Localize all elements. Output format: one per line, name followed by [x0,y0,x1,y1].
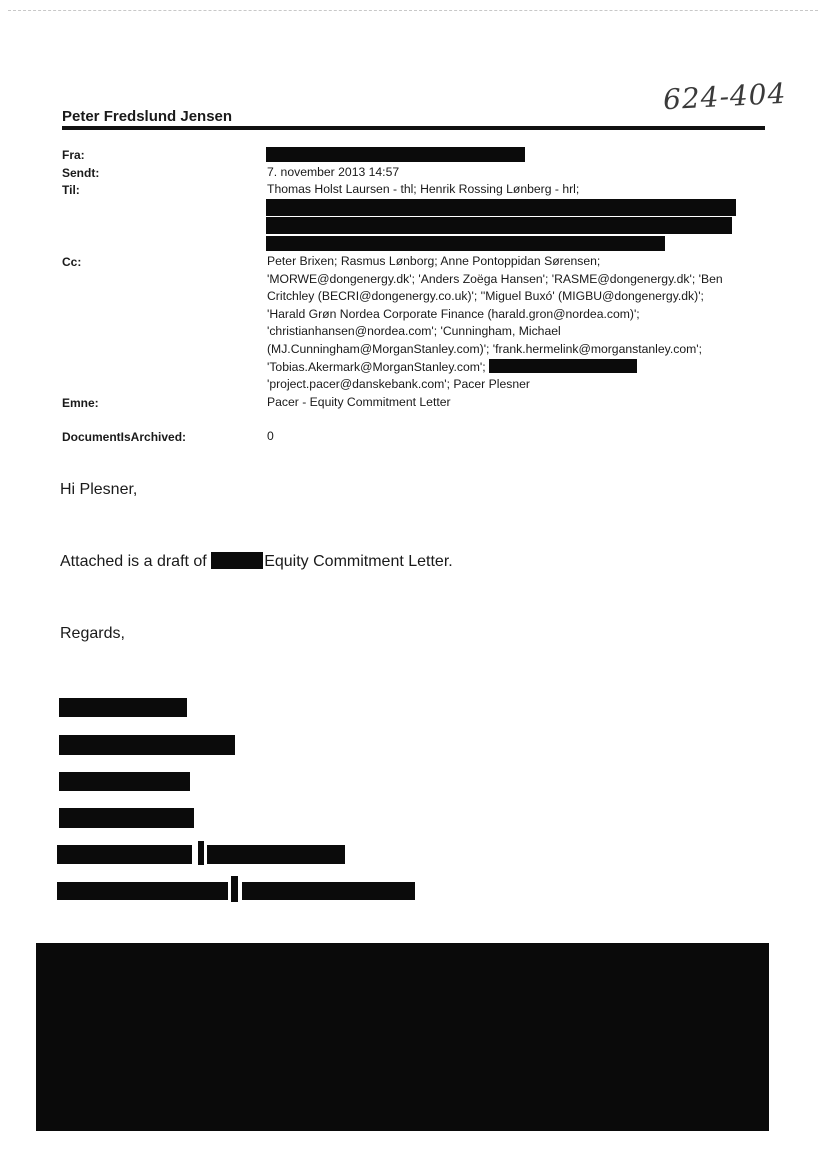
page-top-border [8,10,818,11]
sent-value: 7. november 2013 14:57 [267,165,400,179]
archived-value: 0 [267,429,274,443]
signature-redaction-6-bar [231,876,238,902]
body-closing: Regards, [60,625,125,642]
cc-inline-redaction [489,359,637,373]
subject-value: Pacer - Equity Commitment Letter [267,395,451,409]
cc-line: 'MORWE@dongenergy.dk'; 'Anders Zoëga Hansen'; 'RASME@dongenergy.dk'; 'Ben [267,271,723,286]
handwritten-page-number: 624-404 [662,76,788,117]
to-value: Thomas Holst Laursen - thl; Henrik Rossing Lønberg - hrl; [267,182,580,196]
signature-redaction-1 [59,698,187,717]
signature-redaction-3 [59,772,190,791]
to-redaction-1 [266,199,736,216]
to-label: Til: [62,183,80,197]
signature-redaction-2 [59,735,235,755]
subject-label: Emne: [62,396,99,410]
cc-line: 'christianhansen@nordea.com'; 'Cunningham, Michael [267,324,561,339]
cc-value [267,253,767,394]
body-line-end: Equity Commitment Letter. [264,553,453,570]
signature-redaction-5-bar [198,841,204,865]
cc-line-text: 'Tobias.Akermark@MorganStanley.com'; [267,359,486,374]
footer-redaction-block [36,943,769,1131]
to-redaction-3 [266,236,665,251]
cc-line: 'Harald Grøn Nordea Corporate Finance (harald.gron@nordea.com)'; [267,306,640,321]
archived-label: DocumentIsArchived: [62,430,187,444]
from-label: Fra: [62,148,85,162]
cc-line: (MJ.Cunningham@MorganStanley.com)'; 'frank.hermelink@morganstanley.com'; [267,341,702,356]
header-rule [62,126,765,130]
cc-line: Peter Brixen; Rasmus Lønborg; Anne Pontoppidan Sørensen; [267,254,601,268]
mailbox-owner-name: Peter Fredslund Jensen [62,108,233,125]
cc-line: 'project.pacer@danskebank.com'; Pacer Plesner [267,377,530,392]
to-redaction-2 [266,217,732,234]
signature-redaction-6b [242,882,415,900]
signature-redaction-4 [59,808,194,828]
cc-line [267,359,767,377]
sent-label: Sendt: [62,166,100,180]
signature-redaction-6a [57,882,228,900]
body-attachment-line [60,552,453,571]
body-greeting: Hi Plesner, [60,481,138,498]
body-inline-redaction [211,552,263,569]
signature-redaction-5b [207,845,345,864]
from-redaction [266,147,525,162]
cc-line: Critchley (BECRI@dongenergy.co.uk)'; ''Miguel Buxó' (MIGBU@dongenergy.dk)'; [267,289,704,304]
signature-redaction-5a [57,845,192,864]
body-line-start: Attached is a draft of [60,553,212,570]
cc-label: Cc: [62,255,82,269]
